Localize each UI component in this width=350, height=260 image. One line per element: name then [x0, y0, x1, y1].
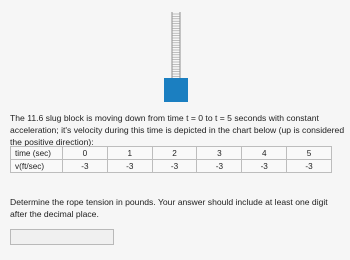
table-cell: 4 — [242, 147, 287, 160]
table-row-time — [11, 147, 332, 160]
velocity-table — [10, 146, 332, 173]
table-cell: 1 — [107, 147, 152, 160]
table-cell: -3 — [242, 160, 287, 173]
table-cell: -3 — [63, 160, 108, 173]
table-cell: 5 — [287, 147, 332, 160]
block — [164, 78, 188, 102]
table-cell: 2 — [152, 147, 197, 160]
table-cell: 0 — [63, 147, 108, 160]
table-cell: -3 — [152, 160, 197, 173]
rope-block-figure — [0, 0, 350, 105]
table-cell: -3 — [287, 160, 332, 173]
table-row-velocity — [11, 160, 332, 173]
answer-input[interactable] — [10, 229, 114, 245]
table-header-time: time (sec) — [11, 147, 63, 160]
problem-text: The 11.6 slug block is moving down from time t = 0 to t = 5 seconds with constant acceleration; it's velocity during this time is depicted in the chart below (up is considered the positive direction): — [10, 113, 345, 147]
table-cell: 3 — [197, 147, 242, 160]
table-cell: -3 — [197, 160, 242, 173]
table-cell: -3 — [107, 160, 152, 173]
rope — [172, 12, 180, 78]
table-header-velocity: v(ft/sec) — [11, 160, 63, 173]
instruction-text: Determine the rope tension in pounds. Your answer should include at least one digit after the decimal place. — [10, 197, 328, 219]
